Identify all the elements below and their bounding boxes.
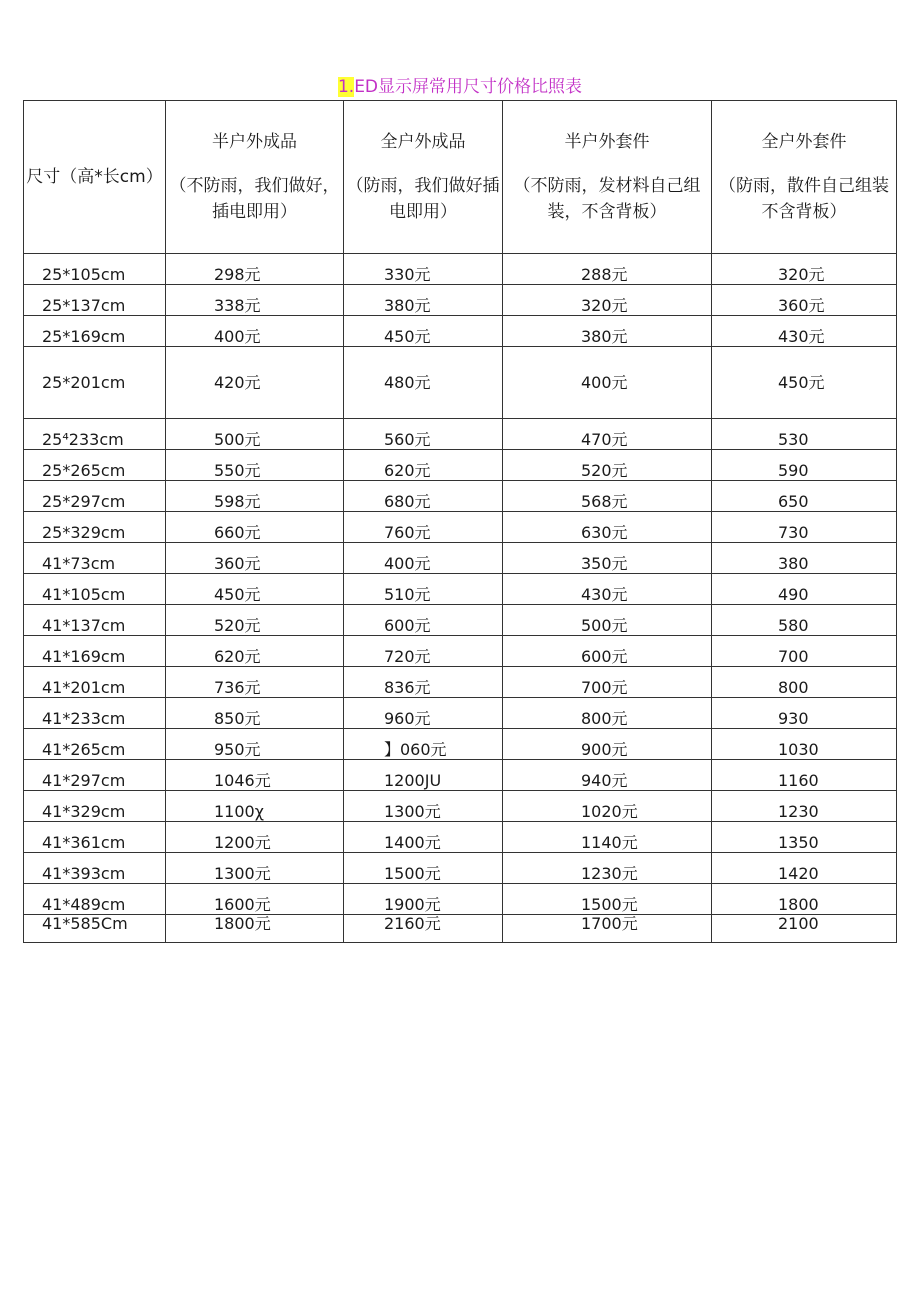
price-cell: [344, 347, 503, 419]
price-cell: [344, 605, 503, 636]
price-value: 1300元: [384, 802, 441, 821]
size-cell: [24, 254, 166, 285]
header-row: [24, 101, 897, 254]
price-cell: [712, 698, 897, 729]
size-cell: [24, 543, 166, 574]
table-row: [24, 285, 897, 316]
price-cell: [166, 347, 344, 419]
price-cell: [344, 481, 503, 512]
price-value: 500元: [214, 430, 261, 449]
size-value: 41*105cm: [42, 585, 126, 604]
price-value: 700: [778, 647, 809, 666]
size-value: 25*105cm: [42, 265, 126, 284]
size-cell: [24, 822, 166, 853]
price-cell: [503, 254, 712, 285]
price-cell: [344, 316, 503, 347]
price-value: 320元: [778, 265, 825, 284]
price-value: 1500元: [384, 864, 441, 883]
price-cell: [166, 285, 344, 316]
price-cell: [503, 915, 712, 943]
size-value: 41*265cm: [42, 740, 126, 759]
size-cell: [24, 450, 166, 481]
size-value: 41*393cm: [42, 864, 126, 883]
price-value: 430元: [581, 585, 628, 604]
size-value: 25*169cm: [42, 327, 126, 346]
price-cell: [166, 853, 344, 884]
price-cell: [503, 884, 712, 915]
price-cell: [712, 729, 897, 760]
price-cell: [503, 729, 712, 760]
price-value: 950元: [214, 740, 261, 759]
price-value: 620元: [214, 647, 261, 666]
price-cell: [166, 729, 344, 760]
price-value: 1350: [778, 833, 819, 852]
size-cell: [24, 605, 166, 636]
size-cell: [24, 512, 166, 543]
size-cell: [24, 853, 166, 884]
price-cell: [503, 791, 712, 822]
price-value: 1230元: [581, 864, 638, 883]
price-cell: [503, 698, 712, 729]
table-row: [24, 419, 897, 450]
price-cell: [712, 667, 897, 698]
size-cell: [24, 760, 166, 791]
header-col1-note: （不防雨，我们做好，插电即用）: [169, 176, 340, 222]
size-cell: [24, 574, 166, 605]
size-value: 41*201cm: [42, 678, 126, 697]
price-cell: [166, 760, 344, 791]
size-value: 41*233cm: [42, 709, 126, 728]
price-value: 940元: [581, 771, 628, 790]
price-cell: [166, 543, 344, 574]
table-row: [24, 698, 897, 729]
table-row: [24, 636, 897, 667]
price-value: 330元: [384, 265, 431, 284]
size-value: 25*201cm: [42, 372, 126, 392]
price-value: 1400元: [384, 833, 441, 852]
size-cell: [24, 698, 166, 729]
size-cell: [24, 791, 166, 822]
price-value: 530: [778, 430, 809, 449]
table-row: [24, 791, 897, 822]
price-value: 350元: [581, 554, 628, 573]
price-value: 450元: [778, 372, 825, 392]
price-value: 900元: [581, 740, 628, 759]
price-cell: [712, 605, 897, 636]
price-cell: [166, 884, 344, 915]
price-cell: [712, 822, 897, 853]
price-cell: [166, 512, 344, 543]
price-value: 2100: [778, 914, 819, 933]
price-value: 760元: [384, 523, 431, 542]
price-value: 1046元: [214, 771, 271, 790]
price-cell: [166, 481, 344, 512]
table-row: [24, 760, 897, 791]
header-col3-title: 半户外套件: [564, 132, 650, 152]
price-value: 960元: [384, 709, 431, 728]
price-value: 470元: [581, 430, 628, 449]
price-cell: [166, 419, 344, 450]
size-value: 25*265cm: [42, 461, 126, 480]
size-value: 41*137cm: [42, 616, 126, 635]
price-cell: [712, 316, 897, 347]
table-row: [24, 574, 897, 605]
price-value: 1900元: [384, 895, 441, 914]
price-value: 620元: [384, 461, 431, 480]
size-value: 41*297cm: [42, 771, 126, 790]
page-title: [0, 76, 920, 98]
price-cell: [503, 316, 712, 347]
size-cell: [24, 285, 166, 316]
table-row: [24, 915, 897, 943]
price-value: 430元: [778, 327, 825, 346]
price-value: 380元: [384, 296, 431, 315]
price-value: 720元: [384, 647, 431, 666]
price-value: 520元: [214, 616, 261, 635]
price-value: 1020元: [581, 802, 638, 821]
price-value: 288元: [581, 265, 628, 284]
price-cell: [712, 574, 897, 605]
price-value: 360元: [778, 296, 825, 315]
header-col3-note: （不防雨，发材料自己组装，不含背板）: [513, 176, 701, 222]
price-cell: [503, 636, 712, 667]
table-row: [24, 884, 897, 915]
price-value: 1300元: [214, 864, 271, 883]
price-value: 450元: [384, 327, 431, 346]
price-value: 680元: [384, 492, 431, 511]
price-cell: [344, 729, 503, 760]
price-value: 400元: [384, 554, 431, 573]
price-cell: [503, 285, 712, 316]
price-value: 500元: [581, 616, 628, 635]
table-row: [24, 512, 897, 543]
size-cell: [24, 316, 166, 347]
price-cell: [712, 884, 897, 915]
price-value: 520元: [581, 461, 628, 480]
size-value: 41*73cm: [42, 554, 116, 573]
price-cell: [166, 450, 344, 481]
price-value: 1800元: [214, 914, 271, 933]
size-value: 41*329cm: [42, 802, 126, 821]
price-cell: [712, 915, 897, 943]
price-value: 360元: [214, 554, 261, 573]
price-cell: [166, 791, 344, 822]
price-value: 298元: [214, 265, 261, 284]
size-value: 25*329cm: [42, 523, 126, 542]
table-row: [24, 316, 897, 347]
price-cell: [503, 667, 712, 698]
price-cell: [344, 636, 503, 667]
price-value: 400元: [581, 372, 628, 392]
price-cell: [344, 791, 503, 822]
price-cell: [712, 543, 897, 574]
size-value: 41*361cm: [42, 833, 126, 852]
price-cell: [166, 316, 344, 347]
price-value: 338元: [214, 296, 261, 315]
price-cell: [712, 419, 897, 450]
price-value: 1420: [778, 864, 819, 883]
price-value: 1200JU: [384, 771, 442, 790]
price-cell: [344, 450, 503, 481]
price-cell: [712, 450, 897, 481]
price-value: 600元: [384, 616, 431, 635]
price-cell: [712, 481, 897, 512]
price-value: 1140元: [581, 833, 638, 852]
size-value: 25⁴233cm: [42, 430, 124, 449]
title-highlight: 1.: [337, 77, 355, 97]
price-value: 2160元: [384, 914, 441, 933]
price-cell: [712, 760, 897, 791]
price-value: 560元: [384, 430, 431, 449]
table-row: [24, 254, 897, 285]
price-cell: [344, 884, 503, 915]
table-row: [24, 543, 897, 574]
price-value: 850元: [214, 709, 261, 728]
price-value: 】060元: [384, 740, 447, 759]
price-cell: [712, 512, 897, 543]
price-value: 600元: [581, 647, 628, 666]
price-value: 568元: [581, 492, 628, 511]
price-value: 450元: [214, 585, 261, 604]
price-value: 490: [778, 585, 809, 604]
price-value: 1200元: [214, 833, 271, 852]
price-value: 550元: [214, 461, 261, 480]
price-cell: [166, 822, 344, 853]
price-value: 1500元: [581, 895, 638, 914]
size-cell: [24, 884, 166, 915]
price-cell: [344, 254, 503, 285]
price-cell: [503, 822, 712, 853]
table-row: [24, 822, 897, 853]
price-value: 400元: [214, 327, 261, 346]
price-cell: [344, 574, 503, 605]
size-value: 25*137cm: [42, 296, 126, 315]
price-value: 1800: [778, 895, 819, 914]
price-value: 800: [778, 678, 809, 697]
header-col1-title: 半户外成品: [212, 132, 297, 152]
size-cell: [24, 915, 166, 943]
header-col4-title: 全户外套件: [761, 132, 847, 152]
price-value: 1700元: [581, 914, 638, 933]
price-cell: [344, 698, 503, 729]
price-cell: [344, 853, 503, 884]
price-cell: [166, 636, 344, 667]
header-size-label: 尺寸（高*长cm）: [26, 167, 163, 187]
price-table-body: [24, 254, 897, 943]
price-cell: [166, 574, 344, 605]
price-cell: [503, 605, 712, 636]
price-table: [23, 100, 897, 943]
price-cell: [166, 698, 344, 729]
header-col3: [503, 101, 712, 254]
price-value: 1030: [778, 740, 819, 759]
price-cell: [712, 285, 897, 316]
size-cell: [24, 636, 166, 667]
header-size: [24, 101, 166, 254]
price-cell: [712, 347, 897, 419]
price-cell: [344, 512, 503, 543]
price-cell: [503, 512, 712, 543]
price-cell: [344, 822, 503, 853]
price-value: 1600元: [214, 895, 271, 914]
price-cell: [166, 605, 344, 636]
price-value: 930: [778, 709, 809, 728]
price-cell: [503, 853, 712, 884]
price-cell: [166, 667, 344, 698]
price-value: 700元: [581, 678, 628, 697]
price-cell: [712, 853, 897, 884]
price-cell: [344, 667, 503, 698]
price-value: 590: [778, 461, 809, 480]
size-cell: [24, 419, 166, 450]
price-value: 1230: [778, 802, 819, 821]
price-cell: [503, 574, 712, 605]
price-value: 320元: [581, 296, 628, 315]
price-value: 598元: [214, 492, 261, 511]
price-value: 736元: [214, 678, 261, 697]
price-cell: [503, 543, 712, 574]
header-col2-note: （防雨，我们做好插电即用）: [346, 176, 500, 222]
size-value: 41*489cm: [42, 895, 126, 914]
header-col2-title: 全户外成品: [380, 132, 466, 152]
price-value: 420元: [214, 372, 261, 392]
table-row: [24, 729, 897, 760]
header-col4-note: （防雨，散件自己组装不含背板）: [719, 176, 889, 222]
price-value: 1160: [778, 771, 819, 790]
size-value: 25*297cm: [42, 492, 126, 511]
price-value: 650: [778, 492, 809, 511]
price-cell: [712, 636, 897, 667]
price-cell: [166, 254, 344, 285]
price-value: 660元: [214, 523, 261, 542]
price-cell: [712, 791, 897, 822]
price-cell: [344, 760, 503, 791]
price-value: 510元: [384, 585, 431, 604]
size-value: 41*169cm: [42, 647, 126, 666]
price-cell: [712, 254, 897, 285]
price-cell: [344, 543, 503, 574]
size-value: 41*585Cm: [42, 914, 128, 933]
price-value: 800元: [581, 709, 628, 728]
price-cell: [503, 450, 712, 481]
table-row: [24, 481, 897, 512]
price-value: 730: [778, 523, 809, 542]
table-row: [24, 347, 897, 419]
size-cell: [24, 481, 166, 512]
header-col1: [166, 101, 344, 254]
price-cell: [503, 347, 712, 419]
price-cell: [503, 419, 712, 450]
price-cell: [166, 915, 344, 943]
price-value: 380: [778, 554, 809, 573]
table-row: [24, 667, 897, 698]
table-row: [24, 605, 897, 636]
header-col4: [712, 101, 897, 254]
price-cell: [344, 419, 503, 450]
table-row: [24, 450, 897, 481]
price-value: 580: [778, 616, 809, 635]
header-col2: [344, 101, 503, 254]
size-cell: [24, 729, 166, 760]
price-value: 630元: [581, 523, 628, 542]
price-value: 480元: [384, 372, 431, 392]
price-cell: [344, 285, 503, 316]
price-cell: [503, 481, 712, 512]
title-text: ED显示屏常用尺寸价格比照表: [354, 77, 583, 97]
size-cell: [24, 347, 166, 419]
price-value: 1100χ: [214, 802, 264, 821]
size-cell: [24, 667, 166, 698]
price-value: 836元: [384, 678, 431, 697]
price-value: 380元: [581, 327, 628, 346]
price-cell: [344, 915, 503, 943]
price-cell: [503, 760, 712, 791]
table-row: [24, 853, 897, 884]
